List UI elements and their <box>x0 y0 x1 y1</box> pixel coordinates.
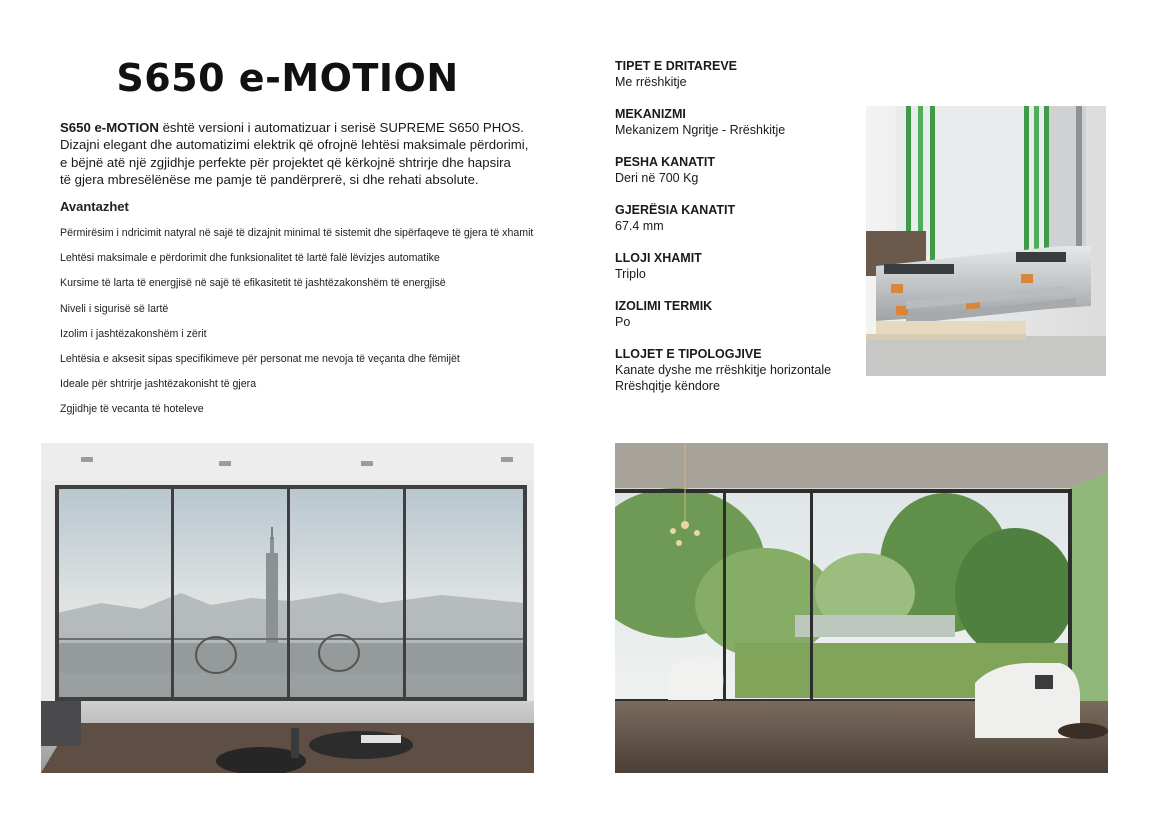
spec-value: Rrëshqitje këndore <box>615 379 720 393</box>
intro-line-4: të gjera mbresëlënëse me pamje të pandërprerë, si dhe rehati absolute. <box>60 171 479 187</box>
intro-paragraph <box>60 119 550 188</box>
advantages-heading: Avantazhet <box>60 199 129 214</box>
spec-value: Deri në 700 Kg <box>615 171 699 185</box>
advantage-item: Përmirësim i ndricimit natyral në sajë të dizajnit minimal të sistemit dhe sipërfaqeve të gjera të xhamit <box>60 227 534 239</box>
spec-value: 67.4 mm <box>615 219 664 233</box>
advantage-item: Lehtësia e aksesit sipas specifikimeve për personat me nevoja të veçanta dhe fëmijët <box>60 352 460 365</box>
advantage-item: Kursime të larta të energjisë në sajë të efikasitetit të jashtëzakonshëm të energjisë <box>60 277 446 290</box>
spec-label: LLOJET E TIPOLOGJIVE <box>615 347 762 361</box>
spec-value: Triplo <box>615 267 646 281</box>
intro-line-2: Dizajni elegant dhe automatizimi elektrik që ofrojnë lehtësi maksimale përdorimi, <box>60 137 529 153</box>
spec-typologies <box>615 346 865 394</box>
advantage-item: Niveli i sigurisë së lartë <box>60 302 169 315</box>
spec-label: IZOLIMI TERMIK <box>615 299 713 313</box>
spec-value: Me rrëshkitje <box>615 75 687 89</box>
spec-label: LLOJI XHAMIT <box>615 251 702 265</box>
spec-label: TIPET E DRITAREVE <box>615 59 738 73</box>
park-view-living-room-image <box>615 443 1108 773</box>
spec-window-types <box>615 58 865 90</box>
specs-list <box>615 58 865 410</box>
profile-cross-section-image <box>866 106 1106 376</box>
spec-thermal-insulation <box>615 298 865 330</box>
spec-value: Mekanizem Ngritje - Rrëshkitje <box>615 123 786 137</box>
advantage-item: Ideale për shtrirje jashtëzakonisht të gjera <box>60 378 257 391</box>
spec-value: Kanate dyshe me rrëshkitje horizontale <box>615 363 832 377</box>
advantage-item: Izolim i jashtëzakonshëm i zërit <box>60 327 207 340</box>
spec-label: PESHA KANATIT <box>615 155 715 169</box>
advantage-item: Zgjidhje të vecanta të hoteleve <box>60 403 204 416</box>
spec-value: Po <box>615 315 631 329</box>
advantage-item: Lehtësi maksimale e përdorimit dhe funksionalitet të lartë falë lëvizjes automatike <box>60 252 440 265</box>
intro-line-1: është versioni i automatizuar i serisë SUPREME S650 PHOS. <box>158 120 524 135</box>
spec-mechanism <box>615 106 865 138</box>
advantages-list <box>60 225 560 427</box>
spec-label: MEKANIZMI <box>615 107 686 121</box>
spec-glass-type <box>615 250 865 282</box>
spec-label: GJERËSIA KANATIT <box>615 203 736 217</box>
spec-sash-weight <box>615 154 865 186</box>
page-title: S650 e-MOTION <box>116 56 459 100</box>
intro-product-name: S650 e-MOTION <box>60 120 159 135</box>
city-view-living-room-image <box>41 443 534 773</box>
spec-sash-width <box>615 202 865 234</box>
intro-line-3: e bëjnë atë një zgjidhje perfekte për projektet që kërkojnë shtrirje dhe hapsira <box>60 154 511 170</box>
